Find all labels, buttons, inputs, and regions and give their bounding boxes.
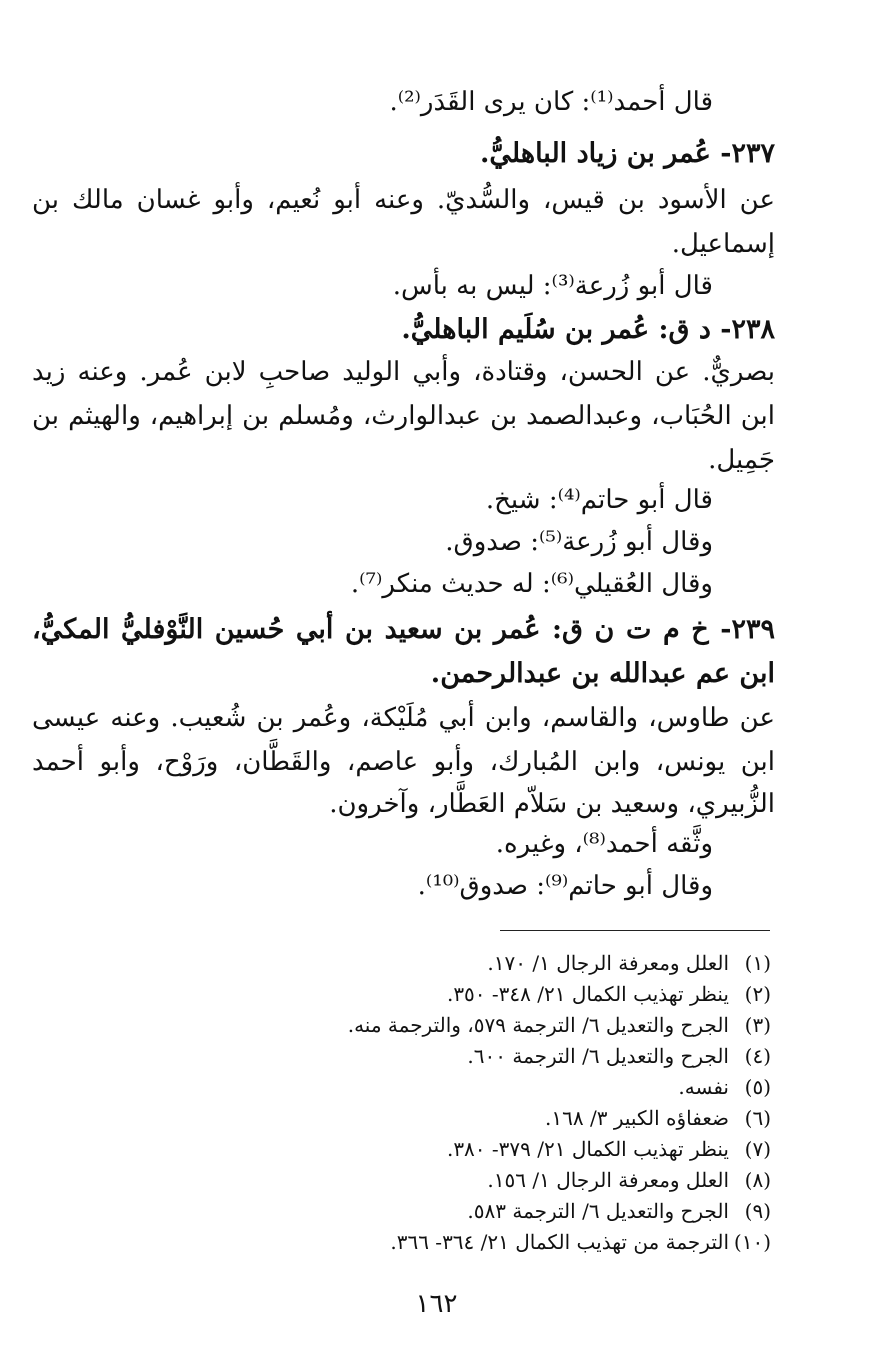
footnote-text: الجرح والتعديل ٦/ الترجمة ٥٨٣. bbox=[467, 1199, 729, 1223]
footnote-number: (١) bbox=[744, 951, 771, 975]
entry-heading: ٢٣٨- د ق: عُمر بن سُلَيم الباهليُّ. bbox=[401, 314, 775, 345]
text-line: الزُّبيري، وسعيد بن سَلاّم العَطَّار، وآخرون. bbox=[329, 789, 775, 819]
footnote-text: ضعفاؤه الكبير ٣/ ١٦٨. bbox=[545, 1106, 729, 1130]
text-line: إسماعيل. bbox=[671, 229, 775, 259]
text-line: جَمِيل. bbox=[708, 445, 775, 475]
text-line: وقال أبو زُرعة⁽⁵⁾: صدوق. bbox=[445, 527, 713, 557]
footnote-number: (٧) bbox=[744, 1137, 771, 1161]
footnote bbox=[467, 1041, 771, 1072]
footnote-number: (٤) bbox=[744, 1044, 771, 1068]
text-line: ابن الحُبَاب، وعبدالصمد بن عبدالوارث، ومُسلم بن إبراهيم، والهيثم بن bbox=[32, 401, 775, 431]
text-line: قال أحمد⁽¹⁾: كان يرى القَدَر⁽²⁾. bbox=[389, 87, 713, 117]
text-line: عن طاوس، والقاسم، وابن أبي مُلَيْكة، وعُمر بن شُعيب. وعنه عيسى bbox=[32, 703, 775, 733]
footnote-number: (١٠) bbox=[733, 1230, 771, 1254]
footnote-number: (٨) bbox=[744, 1168, 771, 1192]
footnote bbox=[678, 1072, 771, 1103]
entry-heading-continued: ابن عم عبدالله بن عبدالرحمن. bbox=[430, 658, 775, 689]
footnote-text: الجرح والتعديل ٦/ الترجمة ٦٠٠. bbox=[467, 1044, 729, 1068]
footnote bbox=[487, 948, 771, 979]
text-line: قال أبو زُرعة⁽³⁾: ليس به بأس. bbox=[392, 271, 713, 301]
footnote bbox=[390, 1227, 771, 1258]
footnote-text: العلل ومعرفة الرجال ١/ ١٧٠. bbox=[487, 951, 729, 975]
entry-heading: ٢٣٧- عُمر بن زياد الباهليُّ. bbox=[480, 138, 775, 169]
footnote-number: (٢) bbox=[744, 982, 771, 1006]
footnote bbox=[545, 1103, 771, 1134]
entry-heading: ٢٣٩- خ م ت ن ق: عُمر بن سعيد بن أبي حُسين النَّوْفليُّ المكيُّ، bbox=[32, 614, 775, 645]
footnote bbox=[348, 1010, 771, 1041]
text-line: وقال العُقيلي⁽⁶⁾: له حديث منكر⁽⁷⁾. bbox=[350, 569, 713, 599]
footnote-number: (٦) bbox=[744, 1106, 771, 1130]
footnote-text: نفسه. bbox=[678, 1075, 729, 1099]
text-line: وثَّقه أحمد⁽⁸⁾، وغيره. bbox=[495, 829, 713, 859]
footnote-text: العلل ومعرفة الرجال ١/ ١٥٦. bbox=[487, 1168, 729, 1192]
footnote-number: (٩) bbox=[744, 1199, 771, 1223]
footnote-number: (٣) bbox=[744, 1013, 771, 1037]
footnote bbox=[447, 979, 771, 1010]
footnote-number: (٥) bbox=[744, 1075, 771, 1099]
text-line: بصريٌّ. عن الحسن، وقتادة، وأبي الوليد صاحبِ لابن عُمر. وعنه زيد bbox=[32, 357, 775, 387]
text-line: ابن يونس، وابن المُبارك، وأبو عاصم، والقَطَّان، ورَوْح، وأبو أحمد bbox=[32, 747, 775, 777]
footnote bbox=[487, 1165, 771, 1196]
footnote-text: ينظر تهذيب الكمال ٢١/ ٣٧٩- ٣٨٠. bbox=[446, 1137, 729, 1161]
footnote bbox=[467, 1196, 771, 1227]
text-line: عن الأسود بن قيس، والسُّديّ. وعنه أبو نُعيم، وأبو غسان مالك بن bbox=[32, 185, 775, 215]
footnote-text: الجرح والتعديل ٦/ الترجمة ٥٧٩، والترجمة منه. bbox=[347, 1013, 729, 1037]
footnote bbox=[447, 1134, 771, 1165]
text-line: وقال أبو حاتم⁽⁹⁾: صدوق⁽¹⁰⁾. bbox=[417, 871, 713, 901]
footnote-text: الترجمة من تهذيب الكمال ٢١/ ٣٦٤- ٣٦٦. bbox=[390, 1230, 729, 1254]
text-line: قال أبو حاتم⁽⁴⁾: شيخ. bbox=[485, 485, 713, 515]
page-number: ١٦٢ bbox=[415, 1289, 458, 1319]
footnote-text: ينظر تهذيب الكمال ٢١/ ٣٤٨- ٣٥٠. bbox=[446, 982, 729, 1006]
footnote-separator bbox=[500, 930, 770, 931]
